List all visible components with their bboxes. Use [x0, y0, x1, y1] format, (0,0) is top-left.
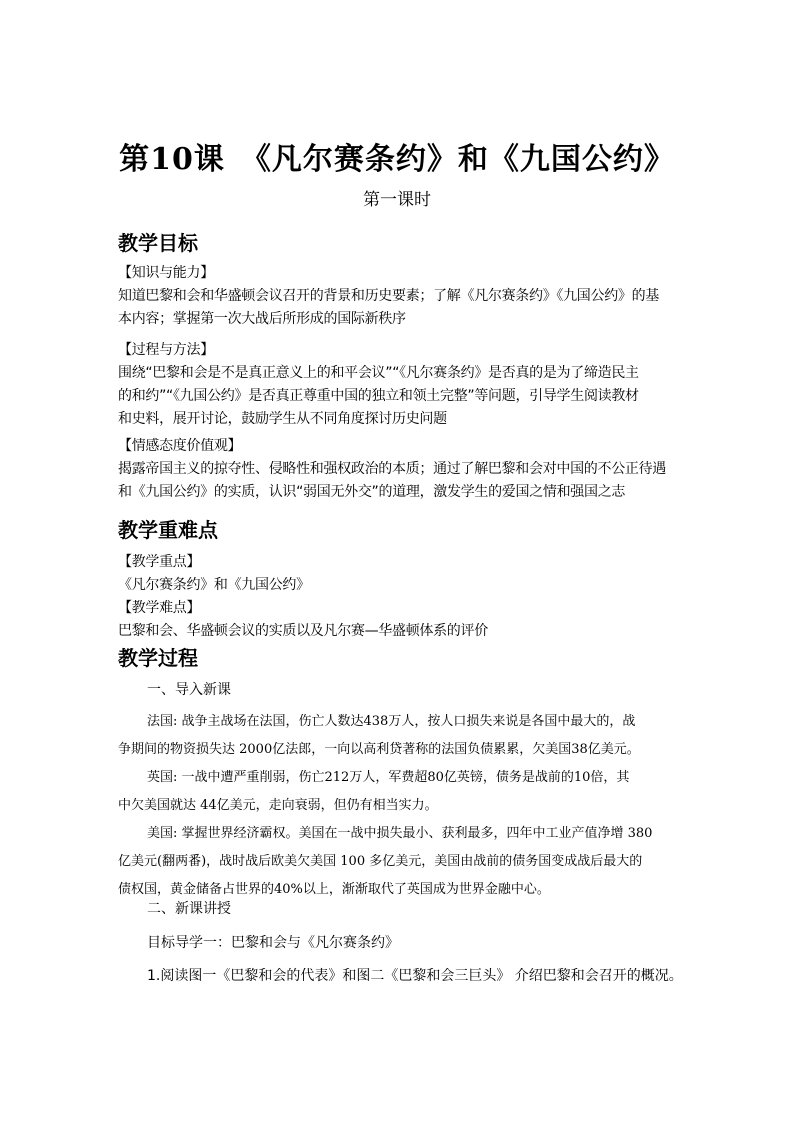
france-text-line: 争期间的物资损失达 2000亿法郎，一向以高利贷著称的法国负债累累，欠美国38亿美元。 [118, 742, 640, 757]
knowledge-text-line: 知道巴黎和会和华盛顿会议召开的背景和历史要素；了解《凡尔赛条约》《九国公约》的基 [118, 288, 659, 304]
emotion-label: 【情感态度价值观】 [118, 438, 242, 454]
emotion-text-line: 和《九国公约》的实质，认识“弱国无外交”的道理，激发学生的爱国之情和强国之志 [118, 484, 626, 500]
usa-paragraph [118, 820, 680, 904]
focus-label: 【教学重点】 [118, 554, 201, 570]
step-1-instruction: 1.阅读图一《巴黎和会的代表》和图二《巴黎和会三巨头》 介绍巴黎和会召开的概况。 [147, 968, 683, 984]
france-paragraph [118, 708, 680, 764]
focus-text: 《凡尔赛条约》和《九国公约》 [118, 577, 310, 593]
process-label: 【过程与方法】 [118, 342, 214, 358]
new-lesson-label: 二、新课讲授 [147, 901, 231, 917]
emotion-text-line: 揭露帝国主义的掠夺性、侵略性和强权政治的本质；通过了解巴黎和会对中国的不公正待遇 [118, 461, 666, 477]
knowledge-text-line: 本内容；掌握第一次大战后所形成的国际新秩序 [118, 311, 406, 327]
goals-knowledge-section [118, 262, 680, 331]
goals-emotion-section [118, 435, 680, 504]
france-text-line: 法国: 战争主战场在法国，伤亡人数达438万人，按人口损失来说是各国中最大的，战 [147, 714, 636, 729]
usa-text-line: 债权国，黄金储备占世界的40%以上，渐渐取代了英国成为世界金融中心。 [118, 882, 550, 897]
britain-text-line: 英国: 一战中遭严重削弱，伤亡212万人，军费超80亿英镑，债务是战前的10倍，其 [147, 770, 630, 785]
usa-text-line: 亿美元(翻两番)，战时战后欧美欠美国 100 多亿美元，美国由战前的债务国变成战后最大的 [118, 854, 643, 869]
intro-label: 一、导入新课 [147, 682, 231, 698]
difficulty-label: 【教学难点】 [118, 600, 201, 616]
process-text-line: 的和约”“《九国公约》是否真正尊重中国的独立和领土完整”等问题，引导学生阅读教材 [118, 388, 639, 404]
heading-key-difficult-points: 教学重难点 [118, 518, 218, 542]
process-text-line: 围绕“巴黎和会是不是真正意义上的和平会议”“《凡尔赛条约》是否真的是为了缔造民主 [118, 365, 639, 381]
goals-process-section [118, 339, 680, 431]
keypoints-section [118, 551, 680, 643]
britain-text-line: 中欠美国就达 44亿美元，走向衰弱，但仍有相当实力。 [118, 798, 438, 813]
lesson-title: 第10课 《凡尔赛条约》和《九国公约》 [119, 142, 675, 177]
heading-teaching-process: 教学过程 [118, 646, 198, 670]
britain-paragraph [118, 764, 680, 820]
target-guide-1: 目标导学一：巴黎和会与《凡尔赛条约》 [147, 935, 399, 951]
knowledge-label: 【知识与能力】 [118, 265, 214, 281]
process-text-line: 和史料，展开讨论，鼓励学生从不同角度探讨历史问题 [118, 411, 447, 427]
difficulty-text: 巴黎和会、华盛顿会议的实质以及凡尔赛—华盛顿体系的评价 [118, 623, 488, 639]
usa-text-line: 美国: 掌握世界经济霸权。美国在一战中损失最小、获利最多，四年中工业产值净增 380 [147, 826, 653, 841]
lesson-subtitle: 第一课时 [363, 190, 431, 210]
heading-teaching-goals: 教学目标 [118, 231, 198, 255]
